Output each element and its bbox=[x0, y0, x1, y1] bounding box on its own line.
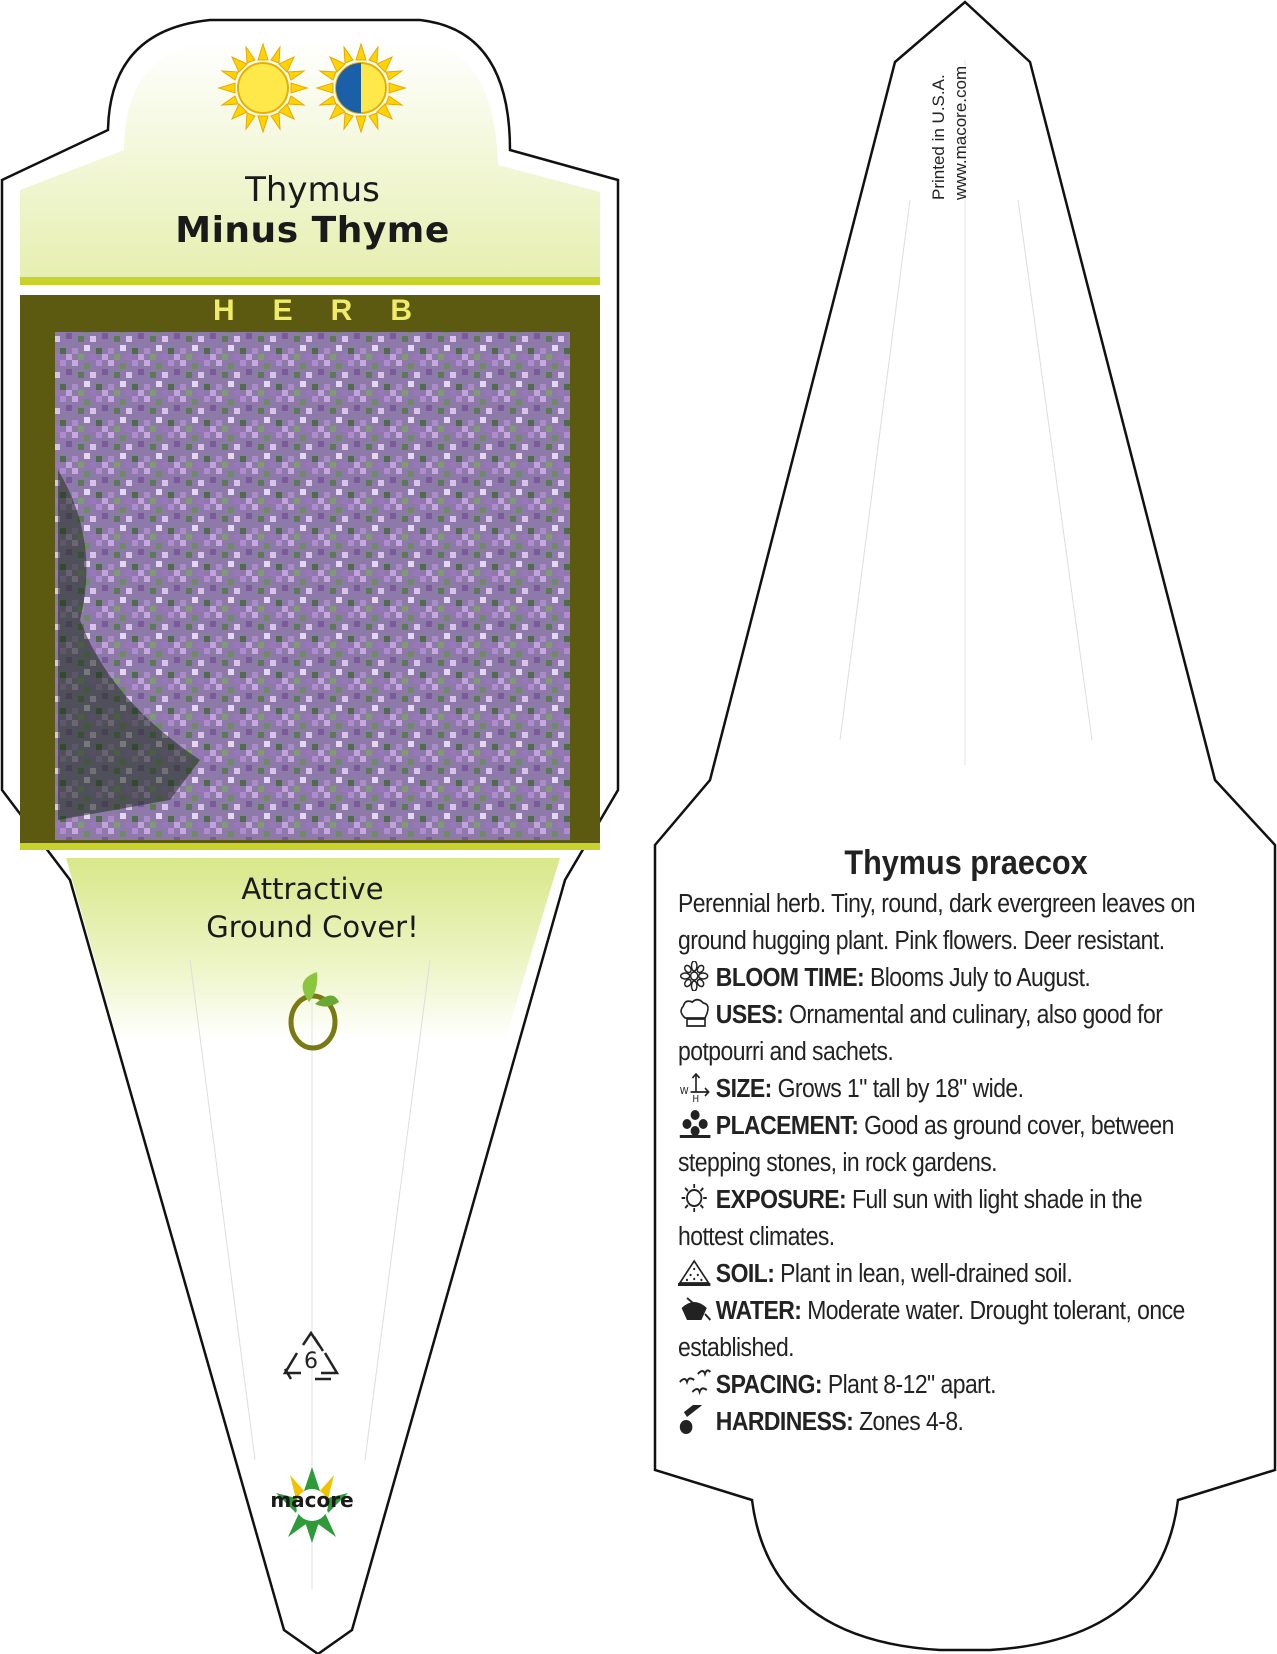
water-row bbox=[678, 1293, 1200, 1367]
category-label: HERB bbox=[212, 294, 450, 327]
soil-label: SOIL: bbox=[715, 1260, 775, 1288]
soil-icon bbox=[678, 1257, 712, 1287]
tagline-line-2: Ground Cover! bbox=[206, 910, 419, 944]
soil-text: Plant in lean, well-drained soil. bbox=[780, 1260, 1073, 1288]
spacing-text: Plant 8-12" apart. bbox=[827, 1371, 996, 1399]
bloom-icon bbox=[678, 961, 712, 991]
uses-text: Ornamental and culinary, also good for potpourri and sachets. bbox=[678, 1001, 1163, 1066]
bloom-row bbox=[678, 960, 1200, 997]
placement-text: Good as ground cover, between stepping stones, in rock gardens. bbox=[678, 1112, 1174, 1177]
size-icon bbox=[678, 1072, 712, 1102]
water-label: WATER: bbox=[715, 1297, 802, 1325]
size-label: SIZE: bbox=[715, 1075, 772, 1103]
recycle-number: 6 bbox=[304, 1349, 318, 1374]
hardiness-row bbox=[678, 1404, 1200, 1441]
spacing-label: SPACING: bbox=[715, 1371, 822, 1399]
water-text: Moderate water. Drought tolerant, once established. bbox=[678, 1297, 1185, 1362]
description: Perennial herb. Tiny, round, dark evergreen leaves on ground hugging plant. Pink flowers. Deer resistant. bbox=[678, 890, 1195, 955]
size-row bbox=[678, 1071, 1200, 1108]
spacing-row bbox=[678, 1367, 1200, 1404]
hardiness-icon bbox=[678, 1405, 712, 1435]
brand-name: macore bbox=[270, 1488, 354, 1512]
exposure-label: EXPOSURE: bbox=[715, 1186, 847, 1214]
uses-row bbox=[678, 997, 1200, 1071]
hardiness-label: HARDINESS: bbox=[715, 1408, 854, 1436]
tagline-line-1: Attractive bbox=[241, 872, 384, 906]
exposure-icon bbox=[678, 1183, 712, 1213]
size-text: Grows 1" tall by 18" wide. bbox=[777, 1075, 1024, 1103]
size-icon-w: W bbox=[679, 1085, 689, 1098]
printed-line-2: www.macore.com bbox=[951, 65, 970, 200]
spacing-icon bbox=[678, 1368, 712, 1398]
common-name: Minus Thyme bbox=[175, 210, 450, 251]
uses-label: USES: bbox=[715, 1001, 784, 1029]
care-info bbox=[678, 845, 1200, 1441]
bloom-label: BLOOM TIME: bbox=[715, 964, 865, 992]
bloom-text: Blooms July to August. bbox=[869, 964, 1091, 992]
water-icon bbox=[678, 1294, 712, 1324]
chef-hat-icon bbox=[678, 998, 712, 1028]
exposure-row bbox=[678, 1182, 1200, 1256]
placement-label: PLACEMENT: bbox=[715, 1112, 859, 1140]
full-sun-icon bbox=[219, 44, 307, 132]
part-shade-icon bbox=[317, 44, 405, 132]
placement-row bbox=[678, 1108, 1200, 1182]
exposure-text: Full sun with light shade in the hottest climates. bbox=[678, 1186, 1143, 1251]
hardiness-text: Zones 4-8. bbox=[859, 1408, 964, 1436]
genus-name: Thymus bbox=[245, 170, 380, 210]
tagline bbox=[20, 870, 605, 946]
size-icon-h: H bbox=[692, 1093, 699, 1102]
soil-row bbox=[678, 1256, 1200, 1293]
botanical-name: Thymus praecox bbox=[844, 844, 1088, 882]
printed-line-1: Printed in U.S.A. bbox=[929, 74, 948, 200]
printed-info bbox=[928, 66, 972, 200]
placement-icon bbox=[678, 1109, 712, 1139]
